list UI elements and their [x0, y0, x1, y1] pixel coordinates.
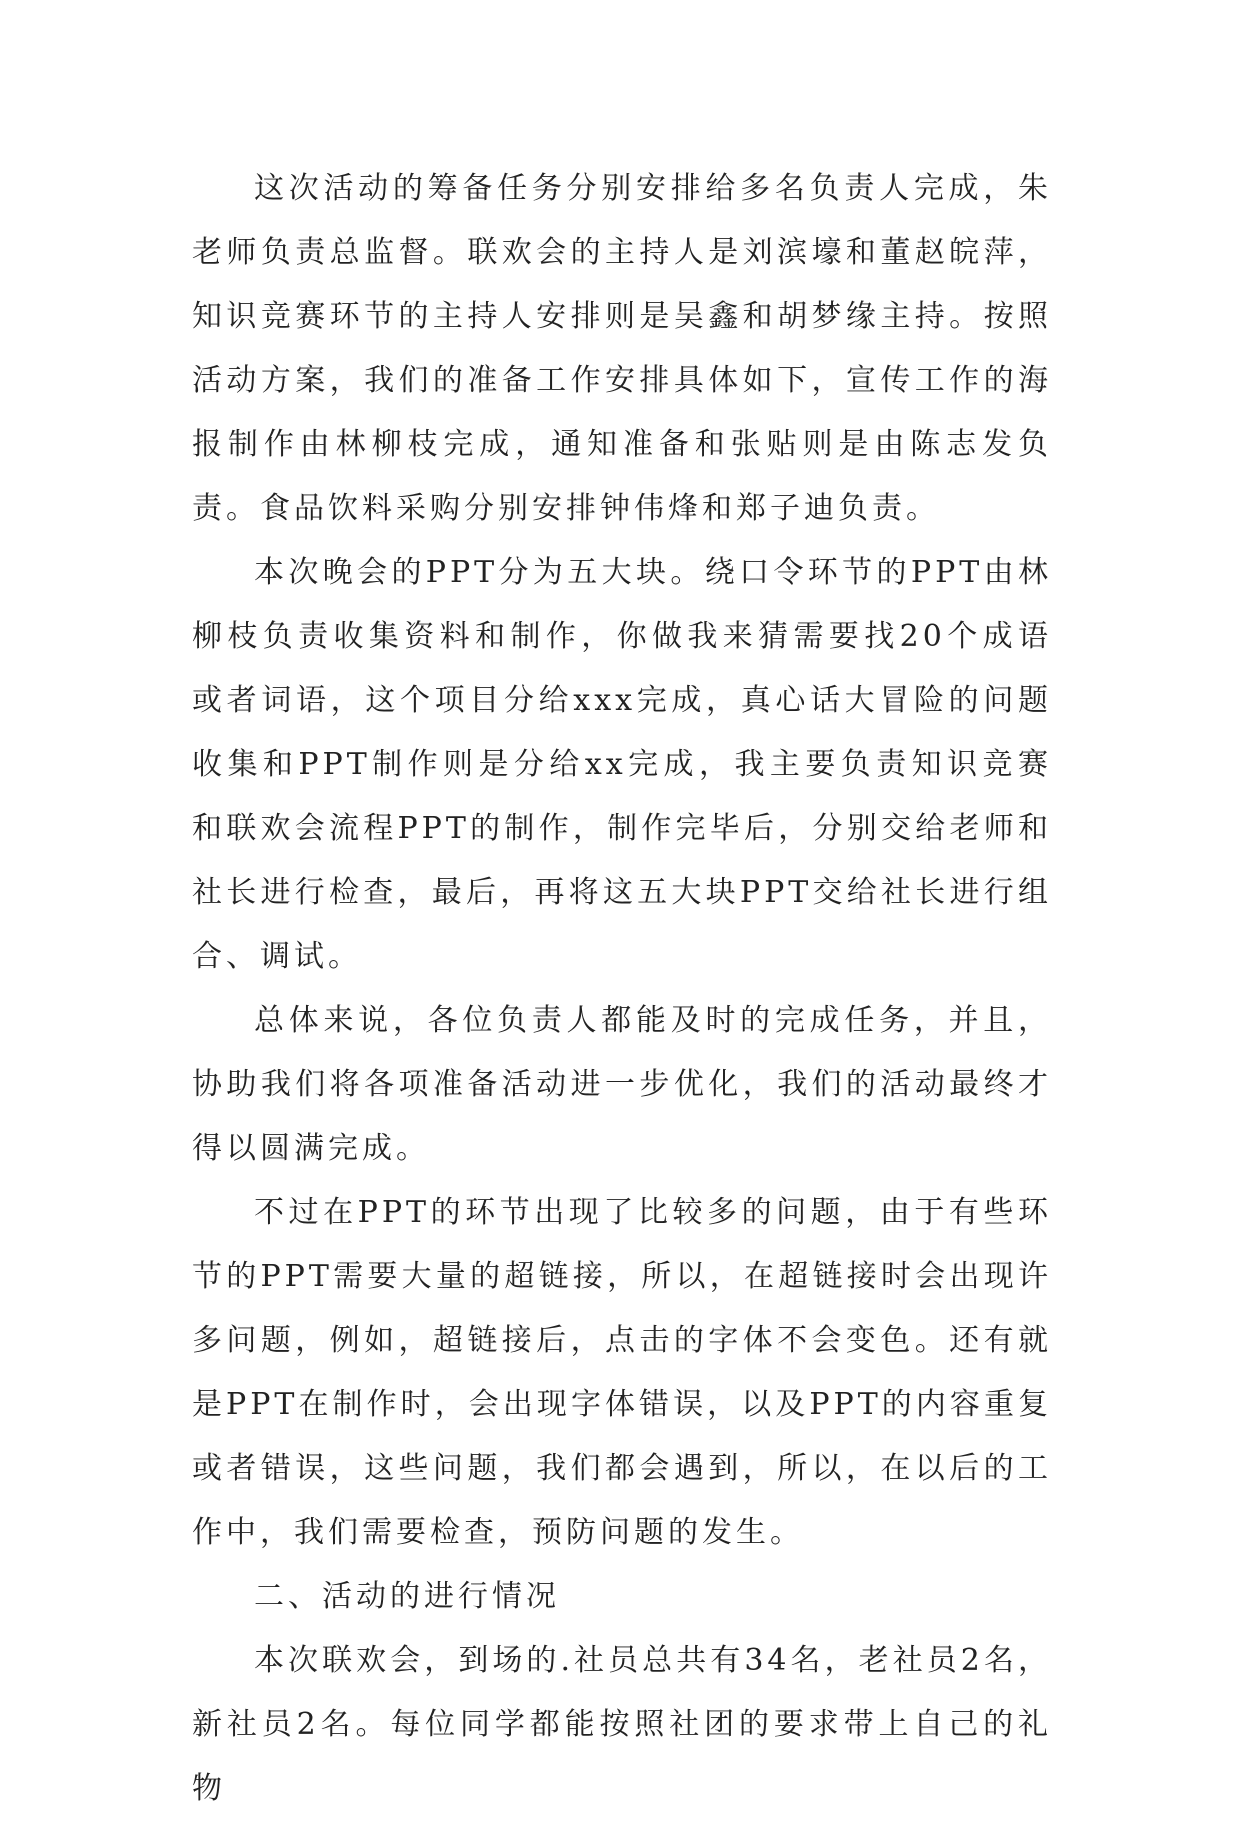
paragraph-ppt-problems: 不过在PPT的环节出现了比较多的问题，由于有些环节的PPT需要大量的超链接，所以，在超链接时会出现许多问题，例如，超链接后，点击的字体不会变色。还有就是PPT在制作时，会出现字体错误，以及PPT的内容重复或者错误，这些问题，我们都会遇到，所以，在以后的工作中，我们需要检查，预防问题的发生。 — [192, 1195, 1052, 1550]
paragraph-ppt-division: 本次晚会的PPT分为五大块。绕口令环节的PPT由林柳枝负责收集资料和制作，你做我来猜需要找20个成语或者词语，这个项目分给xxx完成，真心话大冒险的问题收集和PPT制作则是分给xx完成，我主要负责知识竞赛和联欢会流程PPT的制作，制作完毕后，分别交给老师和社长进行检查，最后，再将这五大块PPT交给社长进行组合、调试。 — [192, 555, 1052, 974]
paragraph-event-attendance: 本次联欢会，到场的.社员总共有34名，老社员2名，新社员2名。每位同学都能按照社团的要求带上自己的礼物 — [192, 1643, 1052, 1806]
paragraph-preparation-tasks: 这次活动的筹备任务分别安排给多名负责人完成，朱老师负责总监督。联欢会的主持人是刘滨壕和董赵皖萍，知识竞赛环节的主持人安排则是吴鑫和胡梦缘主持。按照活动方案，我们的准备工作安排具体如下，宣传工作的海报制作由林柳枝完成，通知准备和张贴则是由陈志发负责。食品饮料采购分别安排钟伟烽和郑子迪负责。 — [192, 171, 1052, 526]
section-heading: 二、活动的进行情况 — [254, 1579, 560, 1614]
paragraph-overall-summary: 总体来说，各位负责人都能及时的完成任务，并且，协助我们将各项准备活动进一步优化，我们的活动最终才得以圆满完成。 — [192, 1003, 1052, 1166]
document-page — [192, 157, 1052, 1821]
